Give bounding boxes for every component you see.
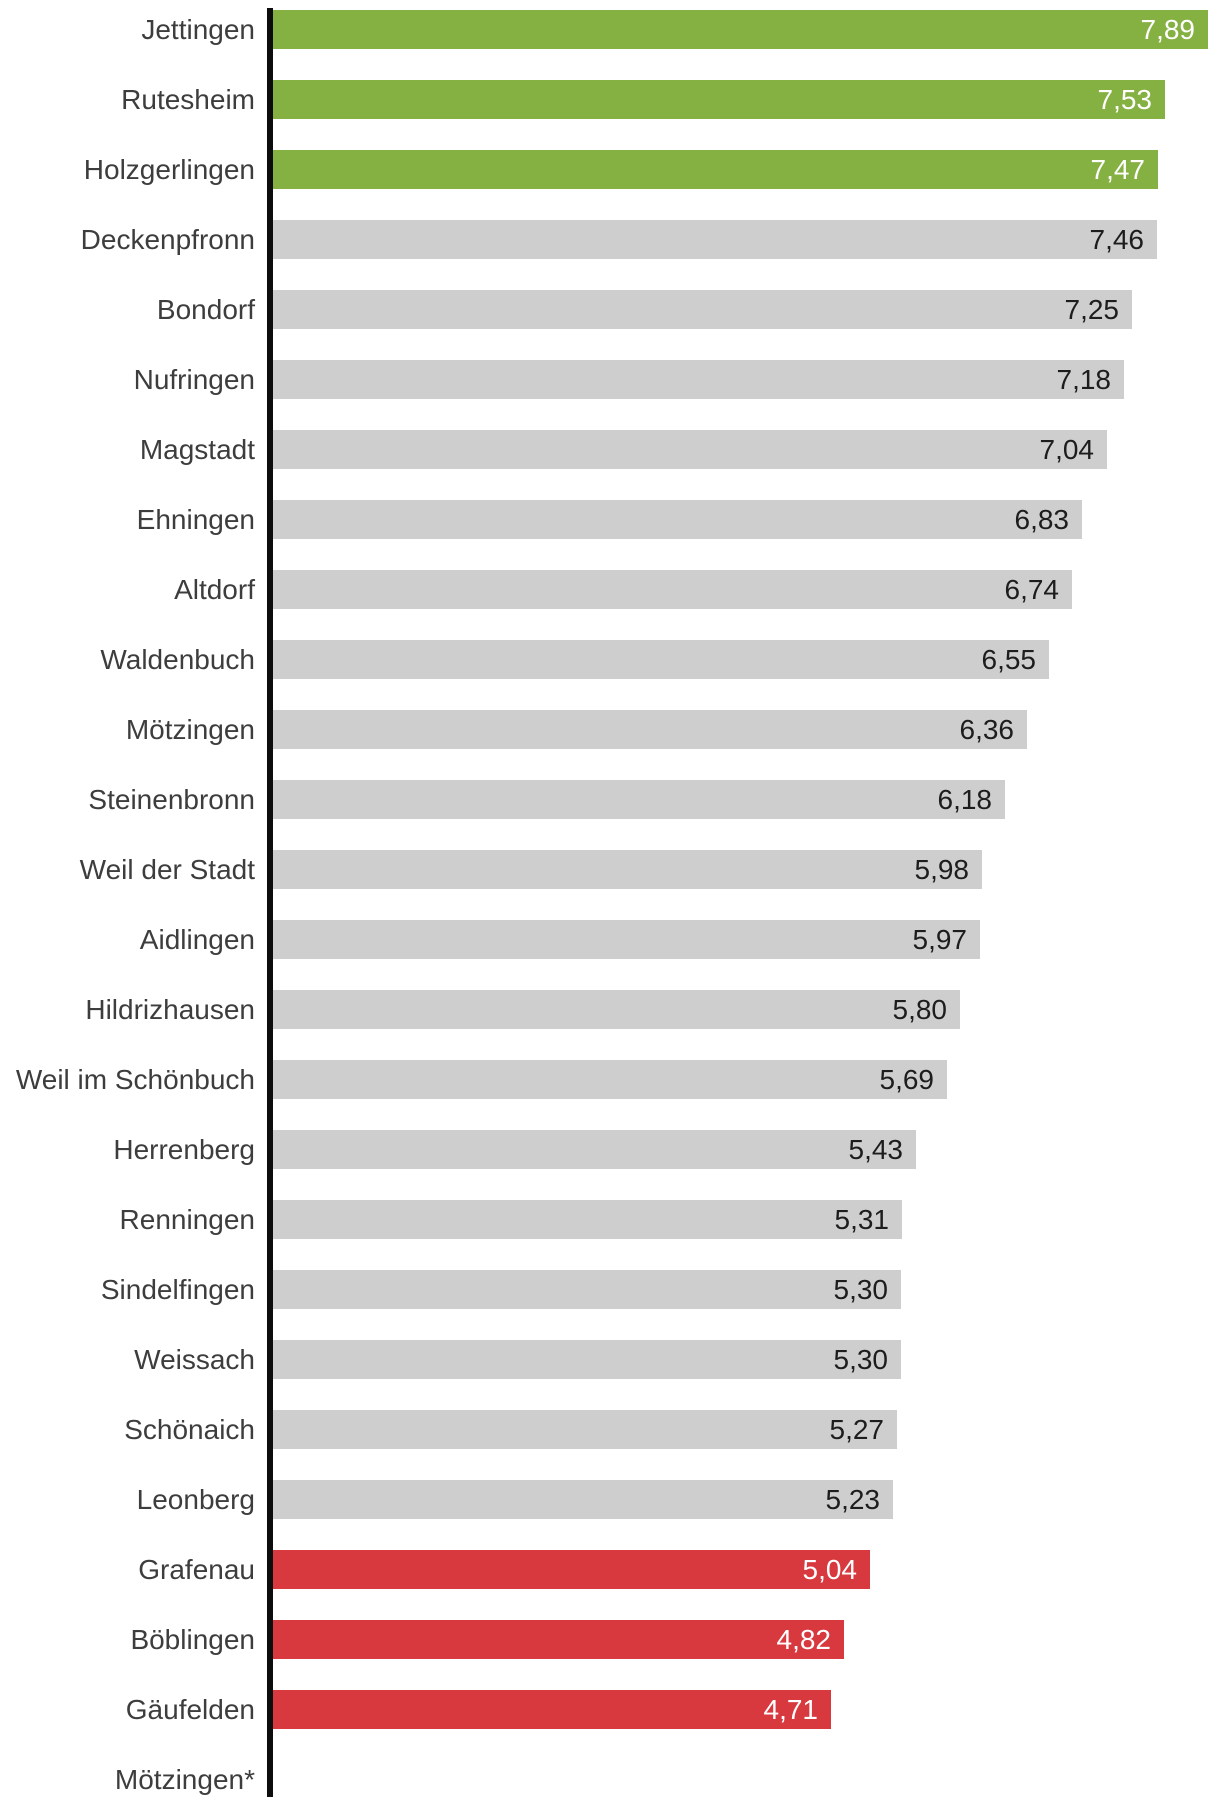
chart-row	[0, 920, 1220, 959]
value-label: 5,30	[833, 1274, 888, 1305]
value-label: 6,83	[1014, 504, 1069, 535]
bar	[273, 1410, 897, 1449]
value-label: 7,18	[1056, 364, 1111, 395]
category-label: Leonberg	[136, 1484, 255, 1515]
value-label: 5,80	[892, 994, 947, 1025]
bar	[273, 1270, 901, 1309]
bar	[273, 640, 1049, 679]
category-label: Herrenberg	[113, 1134, 255, 1165]
category-label: Magstadt	[139, 434, 255, 465]
category-label: Jettingen	[141, 14, 255, 45]
bar	[273, 1340, 901, 1379]
bar	[273, 500, 1082, 539]
value-label: 7,04	[1039, 434, 1094, 465]
chart-row	[0, 710, 1220, 749]
value-label: 5,27	[829, 1414, 884, 1445]
bar	[273, 80, 1165, 119]
category-label: Grafenau	[138, 1554, 255, 1585]
chart-row	[0, 1130, 1220, 1169]
category-label: Böblingen	[130, 1624, 255, 1655]
bar	[273, 430, 1107, 469]
value-label: 5,69	[879, 1064, 934, 1095]
bar	[273, 780, 1005, 819]
value-label: 7,53	[1097, 84, 1152, 115]
bar	[273, 1060, 947, 1099]
category-label: Weil im Schönbuch	[15, 1064, 255, 1095]
value-label: 4,71	[763, 1694, 818, 1725]
bar	[273, 1690, 831, 1729]
bar	[273, 150, 1158, 189]
category-label: Rutesheim	[121, 84, 255, 115]
chart-row	[0, 640, 1220, 679]
bar	[273, 1620, 844, 1659]
category-label: Aidlingen	[139, 924, 255, 955]
value-label: 5,23	[825, 1484, 880, 1515]
category-label: Waldenbuch	[100, 644, 255, 675]
value-label: 4,82	[776, 1624, 831, 1655]
bar	[273, 920, 980, 959]
value-label: 5,04	[802, 1554, 857, 1585]
category-label: Mötzingen	[125, 714, 255, 745]
category-label: Deckenpfronn	[80, 224, 255, 255]
bar	[273, 1550, 870, 1589]
chart-row	[0, 290, 1220, 329]
chart-row	[0, 430, 1220, 469]
value-label: 7,47	[1090, 154, 1145, 185]
category-label: Ehningen	[136, 504, 255, 535]
value-label: 7,46	[1089, 224, 1144, 255]
chart-row	[0, 1060, 1220, 1099]
bar	[273, 1130, 916, 1169]
category-label: Sindelfingen	[100, 1274, 255, 1305]
chart-row	[0, 780, 1220, 819]
y-axis-line	[267, 8, 273, 1797]
category-label: Bondorf	[156, 294, 255, 325]
bar	[273, 990, 960, 1029]
category-label: Mötzingen*	[114, 1764, 255, 1795]
chart-row	[0, 1410, 1220, 1449]
bar	[273, 1480, 893, 1519]
chart-row	[0, 500, 1220, 539]
bar	[273, 1200, 902, 1239]
chart-row	[0, 360, 1220, 399]
chart-row	[0, 150, 1220, 189]
chart-row	[0, 570, 1220, 609]
chart-row	[0, 1690, 1220, 1729]
chart-row	[0, 1550, 1220, 1589]
category-label: Weissach	[134, 1344, 255, 1375]
category-label: Nufringen	[133, 364, 255, 395]
bar	[273, 360, 1124, 399]
category-label: Weil der Stadt	[79, 854, 255, 885]
value-label: 5,98	[914, 854, 969, 885]
chart-row	[0, 220, 1220, 259]
category-label: Holzgerlingen	[83, 154, 255, 185]
chart-row	[0, 850, 1220, 889]
value-label: 6,18	[937, 784, 992, 815]
chart-row	[0, 10, 1220, 49]
bar	[273, 290, 1132, 329]
category-label: Altdorf	[174, 574, 255, 605]
bar	[273, 570, 1072, 609]
bar	[273, 850, 982, 889]
chart-row	[0, 1340, 1220, 1379]
value-label: 6,36	[959, 714, 1014, 745]
value-label: 5,30	[833, 1344, 888, 1375]
value-label: 7,25	[1064, 294, 1119, 325]
value-label: 5,97	[912, 924, 967, 955]
value-label: 5,43	[848, 1134, 903, 1165]
chart-row	[0, 1480, 1220, 1519]
chart-row	[0, 1270, 1220, 1309]
bar	[273, 710, 1027, 749]
chart-row	[0, 990, 1220, 1029]
category-label: Gäufelden	[125, 1694, 255, 1725]
category-label: Renningen	[119, 1204, 255, 1235]
chart-row	[0, 80, 1220, 119]
value-label: 6,55	[981, 644, 1036, 675]
category-label: Schönaich	[124, 1414, 255, 1445]
category-label: Steinenbronn	[88, 784, 255, 815]
chart-row	[0, 1760, 1220, 1799]
value-label: 7,89	[1140, 14, 1195, 45]
value-label: 6,74	[1004, 574, 1059, 605]
chart-row	[0, 1200, 1220, 1239]
value-label: 5,31	[834, 1204, 889, 1235]
bar	[273, 220, 1157, 259]
bar	[273, 10, 1208, 49]
category-label: Hildrizhausen	[85, 994, 255, 1025]
chart-row	[0, 1620, 1220, 1659]
